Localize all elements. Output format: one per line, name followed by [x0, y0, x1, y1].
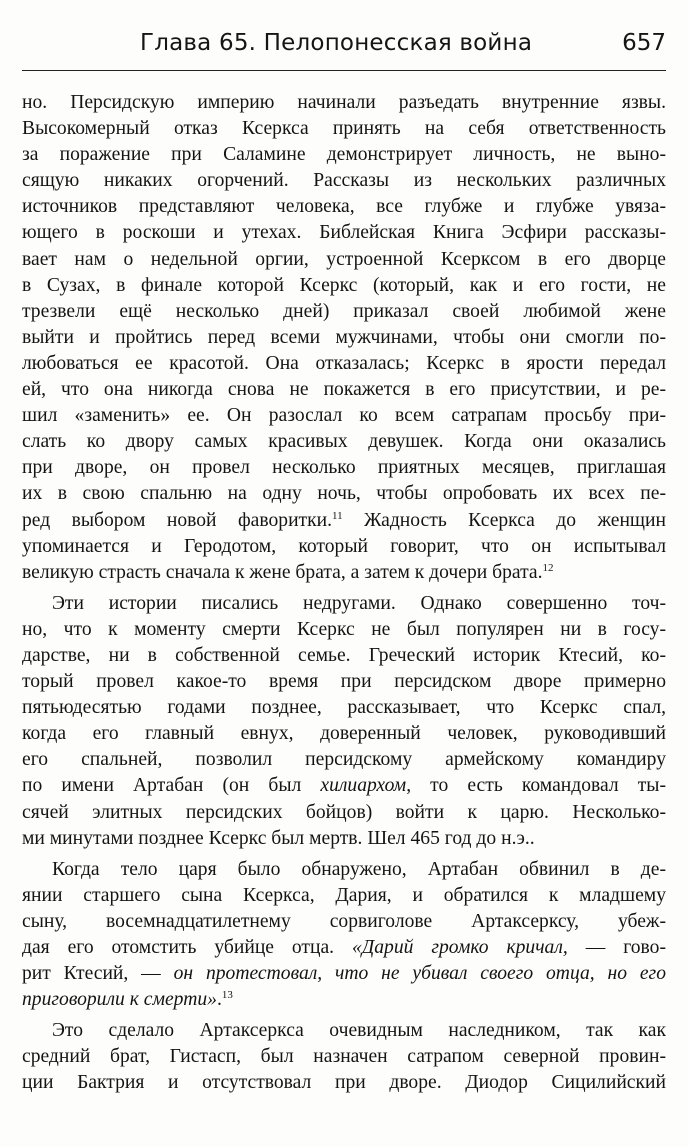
text-line — [22, 695, 666, 721]
line-text: янии старшего сына Ксеркса, Дария, и обратился к младшему — [22, 884, 666, 906]
line-text: когда его главный евнух, доверенный человек, руководивший — [22, 723, 666, 745]
italic-text: «Дарий громко кричал, — [351, 937, 568, 958]
text-line — [22, 377, 666, 403]
text-line — [22, 883, 666, 909]
paragraph — [22, 591, 666, 852]
text-line — [22, 455, 666, 481]
text-line — [22, 534, 666, 560]
line-text: ми минутами позднее Ксеркс был мертв. Шел 465 год до н.э.. — [22, 827, 535, 849]
line-text: шил «заменить» ее. Он разослал ко всем сатрапам просьбу при- — [22, 405, 666, 427]
text-line — [22, 403, 666, 429]
header-rule — [22, 70, 666, 71]
text-line — [22, 773, 666, 799]
text-line — [22, 800, 666, 826]
line-text: но. Персидскую империю начинали разъедать внутренние язвы. — [22, 92, 666, 113]
text-line — [22, 935, 666, 961]
text-line — [22, 351, 666, 377]
text-line — [22, 429, 666, 455]
line-text: за поражение при Саламине демонстрирует личность, не выно- — [22, 144, 666, 166]
text-line — [22, 299, 666, 325]
line-text: выйти и пройтись перед всеми мужчинами, чтобы они смогли по- — [22, 326, 666, 348]
page-number: 657 — [622, 30, 666, 56]
line-text: но, что к моменту смерти Ксеркс не был популярен ни в госу- — [22, 618, 666, 640]
line-text: ции Бактрия и отсутствовал при дворе. Диодор Сицилийский — [22, 1072, 666, 1094]
line-text: великую страсть сначала к жене брата, а затем к дочери брата. — [22, 561, 543, 583]
text-line — [22, 857, 666, 883]
line-text: торый провел какое-то время при персидском дворе примерно — [22, 671, 666, 693]
text-line — [22, 560, 666, 586]
line-text: трезвели ещё несколько дней) приказал своей любимой жене — [22, 300, 666, 322]
text-line — [22, 961, 666, 987]
italic-text: приговорили к смерти» — [22, 989, 217, 1011]
text-line — [22, 90, 666, 116]
line-text: упоминается и Геродотом, который говорит, что он испытывал — [22, 535, 666, 557]
text-line — [22, 747, 666, 773]
body-text — [22, 90, 666, 1097]
text-line — [22, 826, 666, 852]
italic-text: хилиархом — [320, 775, 407, 797]
line-text: ред выбором новой фаворитки. — [22, 509, 333, 531]
text-line — [22, 1018, 666, 1044]
text-line — [22, 1070, 666, 1096]
text-line — [22, 669, 666, 695]
line-text: их в свою спальню на одну ночь, чтобы опробовать их всех пе- — [22, 483, 666, 505]
line-text: его спальней, позволил персидскому армейскому командиру — [22, 749, 666, 771]
text-line — [22, 909, 666, 935]
line-text-after: — гово- — [567, 937, 666, 958]
line-text: сящую никаких огорчений. Рассказы из нескольких различных — [22, 170, 666, 192]
text-line — [22, 168, 666, 194]
text-line — [22, 220, 666, 246]
line-text: дая его отомстить убийце отца. — [22, 937, 352, 958]
line-text: ей, что она никогда снова не покажется в его присутствии, и ре- — [22, 379, 666, 401]
line-text: в Сузах, в финале которой Ксеркс (который, как и его гости, не — [22, 274, 666, 296]
text-line — [22, 721, 666, 747]
running-head — [140, 30, 666, 64]
text-line — [22, 194, 666, 220]
text-line — [22, 987, 666, 1013]
text-line — [22, 247, 666, 273]
text-line — [22, 481, 666, 507]
chapter-title: Глава 65. Пелопонесская война — [140, 30, 533, 56]
text-line — [22, 273, 666, 299]
line-text: вает нам о недельной оргии, устроенной Ксерксом в его дворце — [22, 248, 666, 270]
line-text: при дворе, он провел несколько приятных месяцев, приглашая — [22, 457, 666, 479]
line-text: Высокомерный отказ Ксеркса принять на себя ответственность — [22, 118, 666, 140]
line-text-after: . — [216, 989, 222, 1011]
line-text: ющего в роскоши и утехах. Библейская Книга Эсфири рассказы- — [22, 222, 666, 244]
line-text: сыну, восемнадцатилетнему сорвиголове Артаксерксу, убеж- — [22, 910, 666, 932]
paragraph — [22, 90, 666, 586]
text-line — [22, 1044, 666, 1070]
text-line — [22, 325, 666, 351]
line-text: Эти истории писались недругами. Однако совершенно точ- — [52, 592, 666, 614]
text-line — [22, 116, 666, 142]
footnote-ref[interactable]: 13 — [221, 989, 233, 1002]
text-line — [22, 591, 666, 617]
line-text: средний брат, Гистасп, был назначен сатрапом северной провин- — [22, 1046, 666, 1068]
line-text-after: , то есть командовал ты- — [406, 775, 666, 797]
line-text: Когда тело царя было обнаружено, Артабан обвинил в де- — [52, 858, 666, 880]
text-line — [22, 617, 666, 643]
line-text: пятьюдесятью годами позднее, рассказывает, что Ксеркс спал, — [22, 697, 666, 719]
line-text: слать ко двору самых красивых девушек. Когда они оказались — [22, 431, 666, 453]
text-line — [22, 508, 666, 534]
line-text: любоваться ее красотой. Она отказалась; Ксеркс в ярости передал — [22, 352, 666, 374]
line-text: дарстве, ни в собственной семье. Греческий историк Ктесий, ко- — [22, 644, 666, 666]
italic-text: он протестовал, что не убивал своего отца, но его — [173, 963, 666, 985]
line-text: по имени Артабан (он был — [22, 775, 321, 797]
paragraph — [22, 1018, 666, 1096]
line-text-after: Жадность Ксеркса до женщин — [342, 509, 666, 531]
footnote-ref[interactable]: 11 — [332, 509, 343, 522]
paragraph — [22, 857, 666, 1014]
line-text: сячей элитных персидских бойцов) войти к царю. Несколько- — [22, 801, 666, 823]
line-text: рит Ктесий, — — [22, 963, 174, 985]
text-line — [22, 643, 666, 669]
text-line — [22, 142, 666, 168]
line-text: источников представляют человека, все глубже и глубже увяза- — [22, 196, 666, 218]
footnote-ref[interactable]: 12 — [542, 561, 554, 574]
line-text: Это сделало Артаксеркса очевидным наследником, так как — [52, 1020, 666, 1042]
